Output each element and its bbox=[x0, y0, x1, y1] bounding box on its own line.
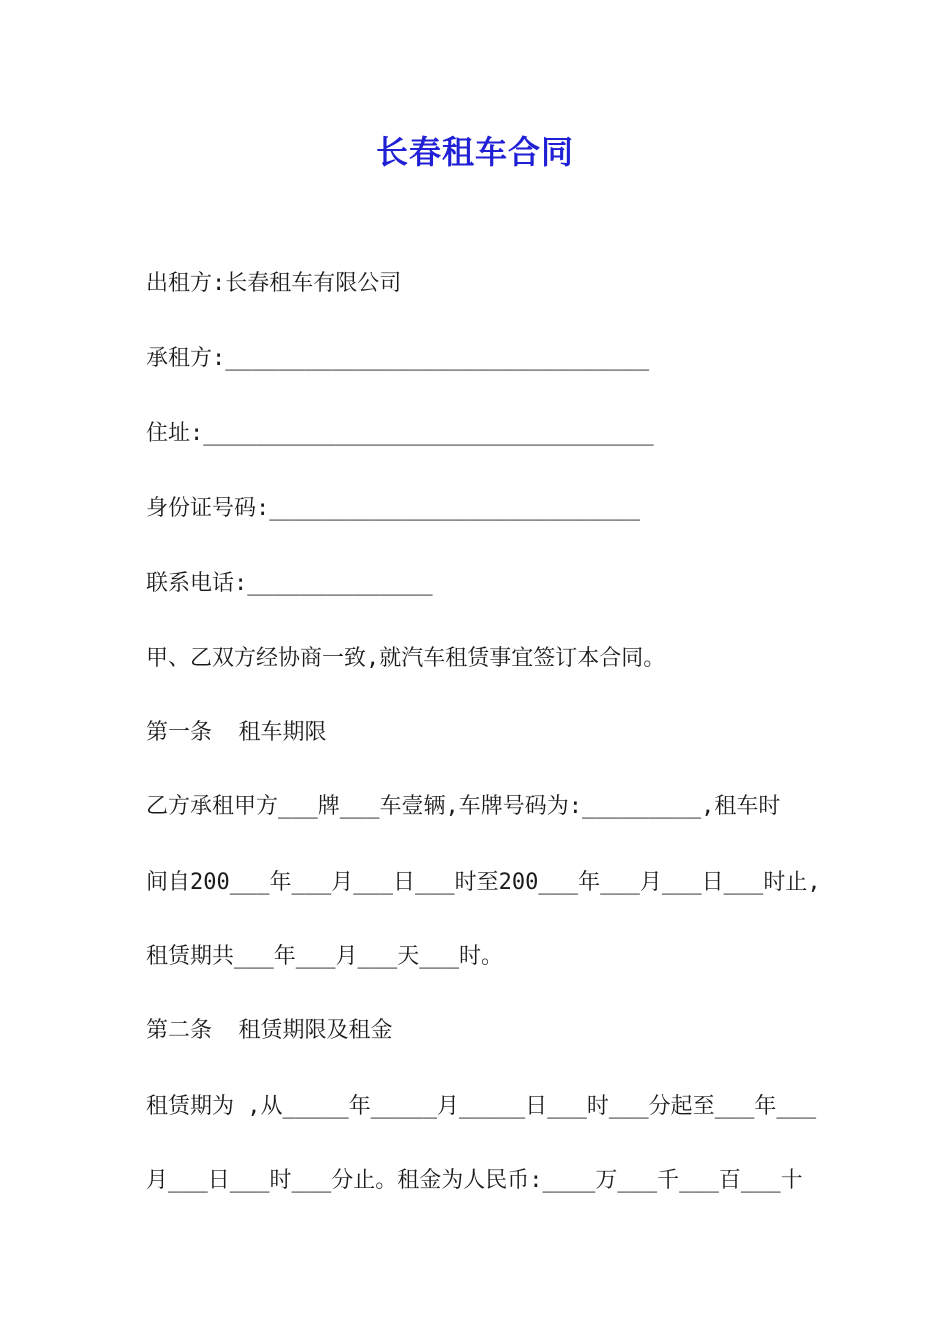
lessor-line: 出租方:长春租车有限公司 bbox=[146, 271, 402, 296]
article-one-text: 租赁期共___年___月___天___时。 bbox=[146, 944, 503, 969]
address-line: 住址:__________________________________ bbox=[146, 421, 654, 446]
document-title: 长春租车合同 bbox=[375, 133, 574, 171]
article-one-text: 间自200___年___月___日___时至200___年___月___日___时止, bbox=[146, 870, 821, 895]
phone-line: 联系电话:______________ bbox=[146, 571, 433, 596]
article-one-heading: 第一条 租车期限 bbox=[146, 720, 327, 745]
lessee-line: 承租方:________________________________ bbox=[146, 346, 650, 371]
article-one-text: 乙方承租甲方___牌___车壹辆,车牌号码为:_________,租车时 bbox=[146, 794, 781, 819]
article-two-text: 租赁期为 ,从_____年_____月_____日___时___分起至___年___ bbox=[146, 1094, 817, 1119]
id-number-line: 身份证号码:____________________________ bbox=[146, 496, 641, 521]
article-two-heading: 第二条 租赁期限及租金 bbox=[146, 1018, 393, 1043]
article-two-text: 月___日___时___分止。租金为人民币:____万___千___百___十 bbox=[146, 1168, 803, 1193]
agreement-intro: 甲、乙双方经协商一致,就汽车租赁事宜签订本合同。 bbox=[146, 646, 666, 671]
